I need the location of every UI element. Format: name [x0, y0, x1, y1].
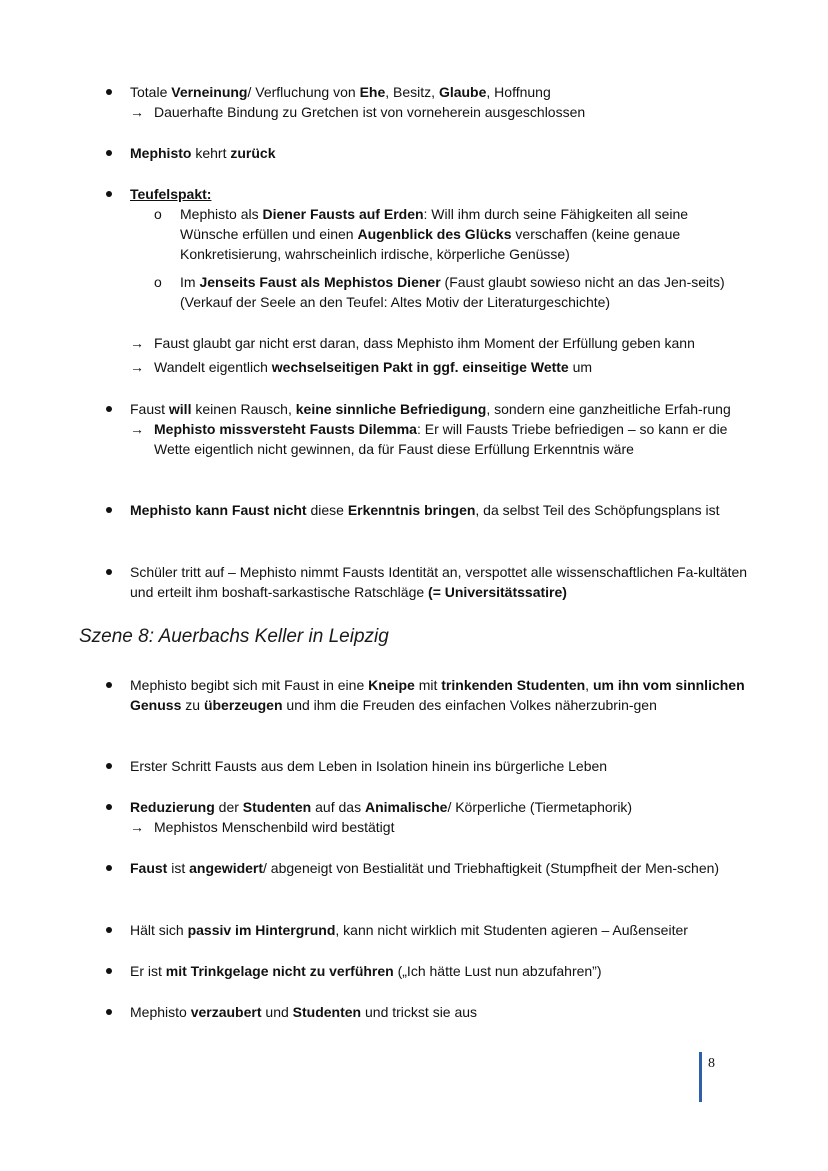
emphasis-text: um ihn vom sinnlichen Genuss	[130, 677, 745, 713]
bullet-item	[130, 797, 750, 837]
bullet-item	[130, 143, 750, 163]
text-segment: Schüler tritt auf – Mephisto nimmt Fausts Identität an, verspottet alle wissenschaftlichen Fa-kultäten und erteilt ihm boshaft-sarkastische Ratschläge	[130, 564, 748, 600]
text-segment: Wandelt eigentlich	[154, 359, 272, 375]
text-segment: und	[261, 1004, 293, 1020]
bullet-dot	[106, 191, 112, 197]
text-segment: / Körperliche (Tiermetaphorik)	[447, 799, 633, 815]
emphasis-text: Verneinung	[171, 84, 248, 100]
emphasis-text: Reduzierung	[130, 799, 215, 815]
emphasis-text: Erkenntnis bringen	[347, 502, 476, 518]
text-segment: Totale	[130, 84, 172, 100]
bullet-item	[130, 399, 750, 459]
bullet-dot	[106, 763, 112, 769]
text-segment: / Verfluchung von	[247, 84, 360, 100]
bullet-text	[130, 920, 750, 940]
arrow-line	[130, 333, 750, 353]
emphasis-text: Animalische	[364, 799, 448, 815]
emphasis-text: will	[168, 401, 192, 417]
emphasis-text: Mephisto	[130, 145, 192, 161]
text-segment: , sondern eine ganzheitliche Erfah-rung	[486, 401, 731, 417]
text-segment: Mephisto	[130, 1004, 191, 1020]
bullet-dot	[106, 569, 112, 575]
text-segment: („Ich hätte Lust nun abzufahren”)	[393, 963, 602, 979]
arrow-icon: →	[130, 104, 144, 120]
bullet-item	[130, 756, 750, 776]
text-segment: ist	[167, 860, 190, 876]
emphasis-text: Faust	[130, 860, 168, 876]
text-segment: um	[568, 359, 593, 375]
text-segment: Dauerhafte Bindung zu Gretchen ist von vorneherein ausgeschlossen	[154, 104, 586, 120]
bullet-item	[130, 184, 750, 312]
emphasis-text: Mephisto missversteht Fausts Dilemma	[154, 421, 417, 437]
text-segment: Mephisto begibt sich mit Faust in eine	[130, 677, 369, 693]
emphasis-text: wechselseitigen Pakt in ggf. einseitige Wette	[271, 359, 569, 375]
sub-item	[130, 272, 750, 312]
page-number-rule	[699, 1052, 702, 1102]
text-segment: keinen Rausch,	[191, 401, 296, 417]
text-segment: Erster Schritt Fausts aus dem Leben in Isolation hinein ins bürgerliche Leben	[130, 758, 608, 774]
emphasis-text: Jenseits Faust als Mephistos Diener	[199, 274, 441, 290]
emphasis-text: Augenblick des Glücks	[357, 226, 512, 242]
emphasis-text: verzaubert	[190, 1004, 262, 1020]
text-segment: ,	[585, 677, 593, 693]
bullet-dot	[106, 804, 112, 810]
text-segment: zu	[181, 697, 204, 713]
bullet-item	[130, 675, 750, 715]
emphasis-text: mit Trinkgelage nicht zu verführen	[165, 963, 394, 979]
emphasis-text: (= Universitätssatire)	[428, 584, 567, 600]
arrow-block	[130, 333, 750, 377]
text-segment: und ihm die Freuden des einfachen Volkes näherzubrin-gen	[282, 697, 657, 713]
bullet-dot	[106, 1009, 112, 1015]
arrow-line	[130, 419, 750, 459]
bullet-dot	[106, 927, 112, 933]
bullet-text	[130, 797, 750, 817]
arrow-text	[154, 359, 592, 375]
scene-heading: Szene 8: Auerbachs Keller in Leipzig	[79, 626, 389, 647]
bullet-item	[130, 1002, 750, 1022]
section-subtitle: Teufelspakt:	[130, 186, 212, 202]
arrow-icon: →	[130, 421, 144, 437]
arrow-text	[154, 819, 394, 835]
text-segment: verschaffen (keine genaue Konkretisierung, wahrscheinlich irdische, körperliche Genüsse)	[180, 226, 681, 262]
bullet-text	[130, 143, 750, 163]
bullet-text	[130, 961, 750, 981]
arrow-icon: →	[130, 335, 144, 351]
text-segment: Mephisto als	[180, 206, 263, 222]
emphasis-text: zurück	[230, 145, 276, 161]
circle-bullet-icon: o	[154, 274, 162, 290]
bullet-item	[130, 500, 750, 520]
emphasis-text: überzeugen	[203, 697, 283, 713]
emphasis-text: angewidert	[189, 860, 264, 876]
arrow-text	[154, 335, 695, 351]
arrow-text	[154, 104, 585, 120]
text-segment: Er ist	[130, 963, 166, 979]
emphasis-text: Ehe	[359, 84, 386, 100]
text-segment: Faust	[130, 401, 169, 417]
bullet-text	[130, 756, 750, 776]
text-segment: , kann nicht wirklich mit Studenten agieren – Außenseiter	[335, 922, 688, 938]
sub-item-text	[180, 272, 750, 312]
bullet-item	[130, 961, 750, 981]
text-segment: / abgeneigt von Bestialität und Triebhaftigkeit (Stumpfheit der Men-schen)	[263, 860, 720, 876]
bullet-dot	[106, 865, 112, 871]
bullet-text	[130, 82, 750, 102]
emphasis-text: Mephisto kann Faust nicht	[130, 502, 307, 518]
circle-bullet-icon: o	[154, 206, 162, 222]
bullet-item	[130, 82, 750, 122]
text-segment: , Besitz,	[385, 84, 439, 100]
bullet-item	[130, 562, 750, 602]
arrow-line	[130, 102, 750, 122]
arrow-text	[154, 421, 727, 457]
text-segment: (Faust glaubt sowieso nicht an das Jen-seits) (Verkauf der Seele an den Teufel: Altes Motiv der Literaturgeschichte)	[180, 274, 725, 310]
text-segment: diese	[306, 502, 348, 518]
emphasis-text: Glaube	[438, 84, 487, 100]
bullet-text	[130, 562, 750, 602]
text-segment: Mephistos Menschenbild wird bestätigt	[154, 819, 395, 835]
arrow-icon: →	[130, 819, 144, 835]
bullet-dot	[106, 682, 112, 688]
emphasis-text: Diener Fausts auf Erden	[262, 206, 424, 222]
emphasis-text: passiv im Hintergrund	[187, 922, 336, 938]
bullet-text	[130, 675, 750, 715]
bullet-dot	[106, 406, 112, 412]
bullet-text	[130, 858, 750, 878]
page-number: 8	[708, 1056, 715, 1071]
emphasis-text: trinkenden Studenten	[441, 677, 586, 693]
text-segment: Hält sich	[130, 922, 188, 938]
text-segment: , da selbst Teil des Schöpfungsplans ist	[475, 502, 720, 518]
arrow-icon: →	[130, 359, 144, 375]
text-segment: auf das	[311, 799, 365, 815]
text-segment: , Hoffnung	[486, 84, 551, 100]
sub-item-text	[180, 204, 750, 264]
bullet-dot	[106, 150, 112, 156]
emphasis-text: Studenten	[292, 1004, 362, 1020]
sub-item	[130, 204, 750, 264]
emphasis-text: keine sinnliche Befriedigung	[295, 401, 487, 417]
bullet-dot	[106, 968, 112, 974]
text-segment: mit	[414, 677, 442, 693]
text-segment: kehrt	[191, 145, 231, 161]
bullet-item	[130, 858, 750, 878]
text-segment: : Will ihm durch seine Fähigkeiten all seine Wünsche erfüllen und einen	[180, 206, 689, 242]
bullet-dot	[106, 507, 112, 513]
bullet-dot	[106, 89, 112, 95]
bullet-item	[130, 920, 750, 940]
emphasis-text: Kneipe	[368, 677, 415, 693]
text-segment: der	[214, 799, 243, 815]
text-segment: und trickst sie aus	[361, 1004, 478, 1020]
text-segment: Im	[180, 274, 200, 290]
emphasis-text: Studenten	[242, 799, 312, 815]
text-segment: Faust glaubt gar nicht erst daran, dass Mephisto ihm Moment der Erfüllung geben kann	[154, 335, 695, 351]
text-segment: : Er will Fausts Triebe befriedigen – so kann er die Wette eigentlich nicht gewinnen, da für Faust diese Erfüllung Erkenntnis wäre	[154, 421, 728, 457]
arrow-line	[130, 357, 750, 377]
arrow-line	[130, 817, 750, 837]
bullet-text	[130, 500, 750, 520]
bullet-text	[130, 399, 750, 419]
bullet-text	[130, 1002, 750, 1022]
